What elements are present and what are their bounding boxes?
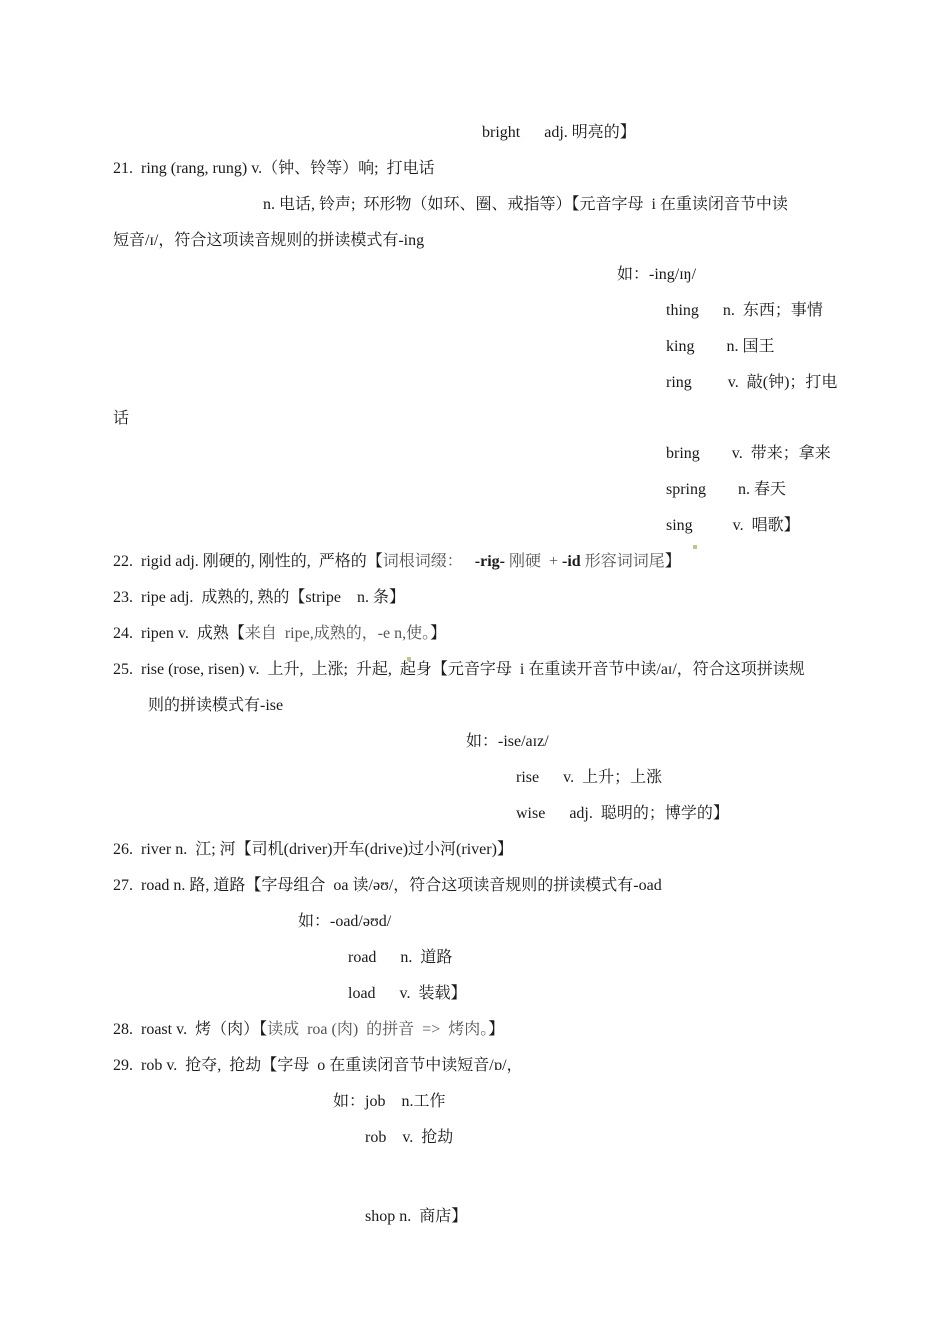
root-term: -rig- xyxy=(474,553,505,570)
margin-mark xyxy=(693,545,697,549)
note-text: 读成 roa (肉) 的拼音 => 烤肉。 xyxy=(267,1021,489,1038)
entry-text: 28. roast v. 烤（肉）【 xyxy=(113,1021,268,1038)
text-line: wise adj. 聪明的；博学的】 xyxy=(516,805,729,822)
text-line: rise v. 上升；上涨 xyxy=(516,769,663,786)
entry-24 xyxy=(113,624,446,644)
entry-text: 22. rigid adj. 刚硬的, 刚性的, 严格的【 xyxy=(113,553,383,570)
text-line: rob v. 抢劫 xyxy=(365,1129,454,1146)
text-line: thing n. 东西；事情 xyxy=(666,302,823,319)
bracket: 】 xyxy=(488,1021,505,1038)
text-line: king n. 国王 xyxy=(666,338,775,355)
entry-23: 23. ripe adj. 成熟的, 熟的【stripe n. 条】 xyxy=(113,589,405,606)
entry-29: 29. rob v. 抢夺, 抢劫【字母 o 在重读闭音节中读短音/ɒ/， xyxy=(113,1057,523,1074)
text-line: 话 xyxy=(113,410,130,427)
text-line: sing v. 唱歌】 xyxy=(666,517,800,534)
text-line: 如：-ing/ɪŋ/ xyxy=(617,266,697,283)
margin-mark xyxy=(407,657,411,661)
entry-26: 26. river n. 江; 河【司机(driver)开车(drive)过小河(river)】 xyxy=(113,841,513,858)
text-line: bring v. 带来；拿来 xyxy=(666,445,831,462)
text-line: road n. 道路 xyxy=(348,949,453,966)
text-line: shop n. 商店】 xyxy=(365,1208,468,1225)
note-text: 来自 ripe,成熟的，-e n,使。 xyxy=(244,625,431,642)
text-line: 如：-ise/aɪz/ xyxy=(466,733,549,750)
note-text: 词根词缀： xyxy=(382,553,463,570)
text-line: n. 电话, 铃声; 环形物（如环、圈、戒指等）【元音字母 i 在重读闭音节中读 xyxy=(263,196,788,213)
note-text: 形容词词尾 xyxy=(580,553,665,570)
bracket: 】 xyxy=(430,625,447,642)
text-line: 如：job n.工作 xyxy=(333,1093,446,1110)
text-line: bright adj. 明亮的】 xyxy=(482,124,636,141)
text-line: 如：-oad/əʊd/ xyxy=(298,913,392,930)
note-text: 刚硬 + xyxy=(505,553,563,570)
entry-22 xyxy=(113,552,681,572)
text-line: 短音/ɪ/，符合这项读音规则的拼读模式有-ing xyxy=(113,232,425,249)
text-line: spring n. 春天 xyxy=(666,481,787,498)
entry-21: 21. ring (rang, rung) v.（钟、铃等）响; 打电话 xyxy=(113,160,435,177)
text-line: load v. 装载】 xyxy=(348,985,467,1002)
entry-27: 27. road n. 路, 道路【字母组合 oa 读/əʊ/，符合这项读音规则的拼读模式有-oad xyxy=(113,877,662,894)
text-line: 则的拼读模式有-ise xyxy=(148,697,284,714)
bracket: 】 xyxy=(664,553,681,570)
suffix-term: -id xyxy=(562,553,581,570)
text-line: ring v. 敲(钟)；打电 xyxy=(666,374,838,391)
entry-text: 24. ripen v. 成熟【 xyxy=(113,625,245,642)
entry-25: 25. rise (rose, risen) v. 上升, 上涨; 升起, 起身【元音字母 i 在重读开音节中读/aɪ/，符合这项拼读规 xyxy=(113,661,805,678)
entry-28 xyxy=(113,1020,504,1040)
